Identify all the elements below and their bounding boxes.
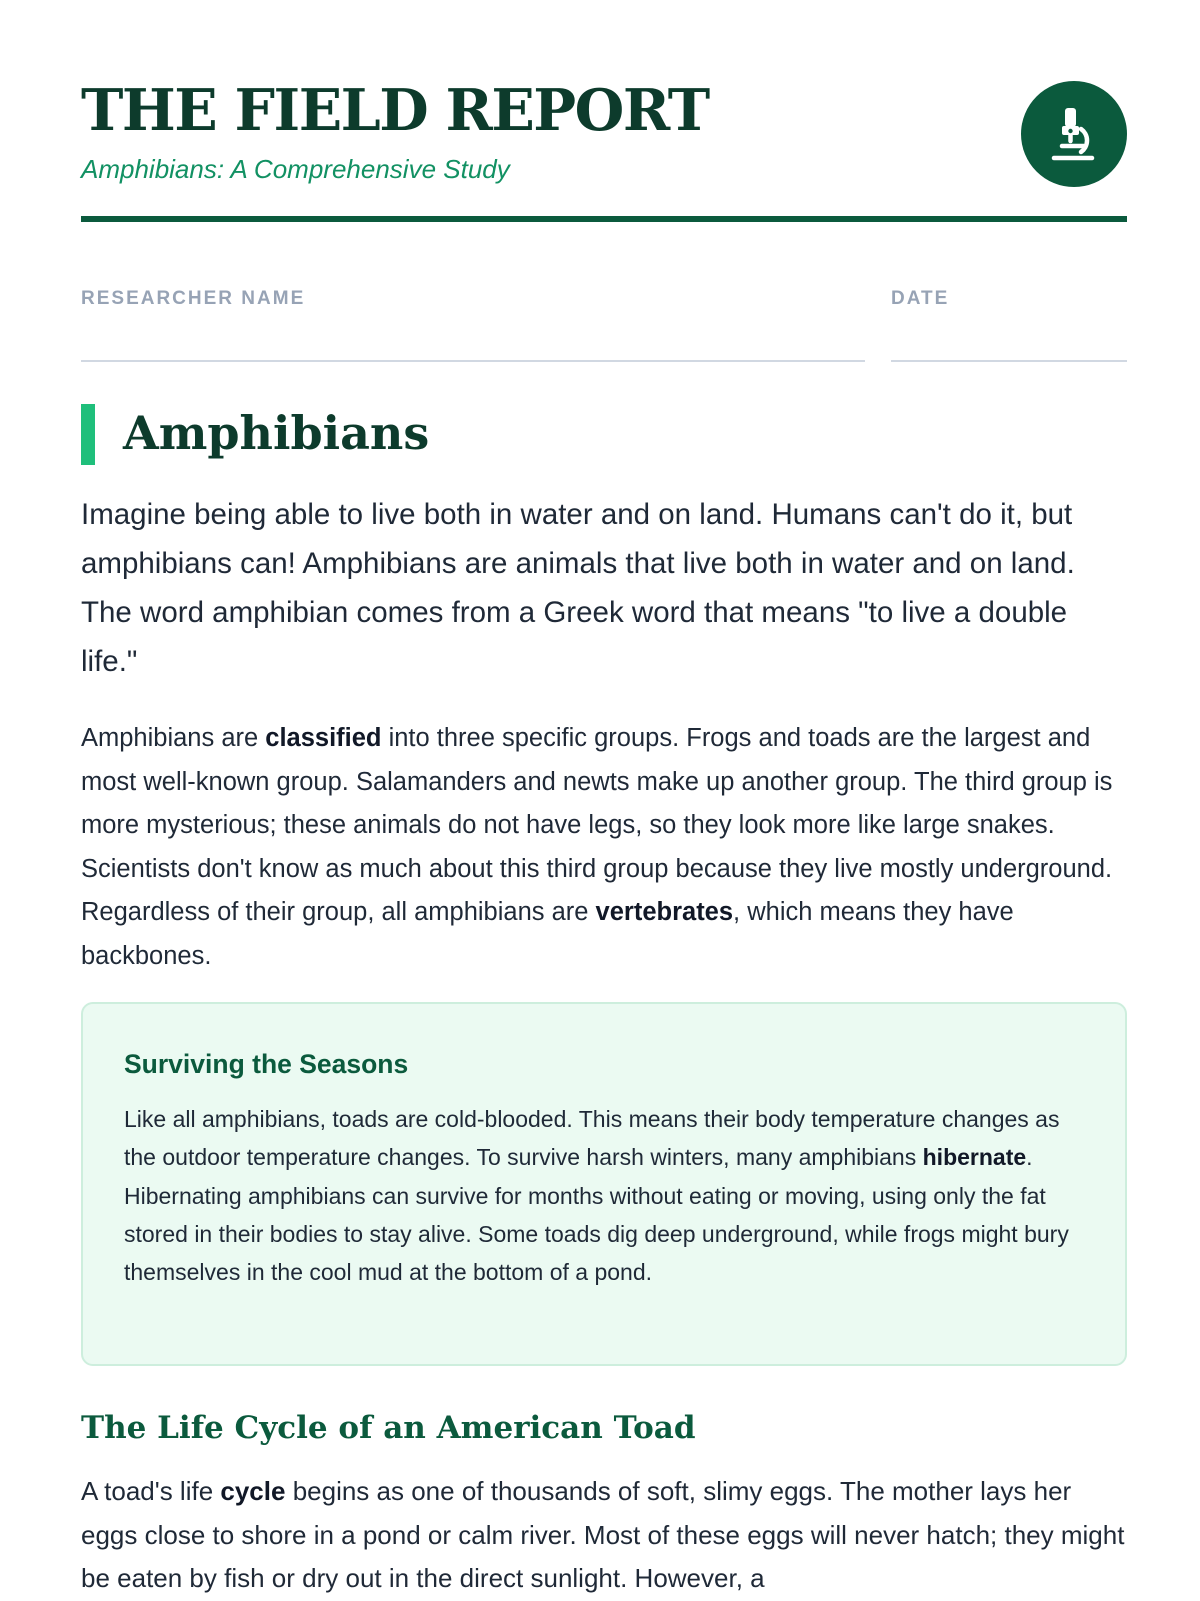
callout-title: Surviving the Seasons bbox=[124, 1049, 409, 1079]
term-cycle: cycle bbox=[220, 1476, 286, 1506]
callout-text: Like all amphibians, toads are cold-blooded. This means their body temperature changes as the outdoor temperature changes. To survive harsh winters, many amphibians bbox=[124, 1106, 1060, 1171]
term-hibernate: hibernate bbox=[922, 1144, 1027, 1171]
term-vertebrates: vertebrates bbox=[595, 898, 734, 926]
heading-accent-bar bbox=[81, 404, 95, 465]
term-classified: classified bbox=[265, 724, 382, 752]
callout-text: . Hibernating amphibians can survive for months without eating or moving, using only the fat stored in their bodies to stay alive. Some toads dig deep underground, while frogs might bury themselves in the cool mud at the bottom of a pond. bbox=[124, 1144, 1069, 1286]
researcher-name-field[interactable] bbox=[81, 360, 865, 362]
section-title: Amphibians bbox=[123, 406, 430, 460]
date-label: DATE bbox=[891, 288, 950, 309]
classification-paragraph bbox=[81, 717, 1127, 978]
para-text: Amphibians are bbox=[81, 724, 266, 752]
lead-paragraph: Imagine being able to live both in water and on land. Humans can't do it, but amphibians can! Amphibians are animals that live both in water and on land. The word amphibian comes from a Greek word that means "to live a double life." bbox=[81, 498, 1075, 678]
researcher-fields bbox=[81, 222, 1127, 364]
section-heading bbox=[81, 404, 781, 466]
report-page bbox=[81, 0, 1127, 1593]
para-text: begins as one of thousands of soft, slimy eggs. The mother lays her eggs close to shore in a pond or calm river. Most of these eggs will never hatch; they might be eaten by fish or dry out in the direct sunlight. However, a bbox=[81, 1476, 1125, 1593]
seasons-callout bbox=[81, 1002, 1127, 1366]
report-subtitle: Amphibians: A Comprehensive Study bbox=[81, 154, 510, 184]
logo-badge bbox=[1021, 81, 1127, 187]
para-text: into three specific groups. Frogs and toads are the largest and most well-known group. Salamanders and newts make up another group. The third group is more mysterious; these animals do not have legs, so they look more like large snakes. Scientists don't know as much about this third group because they live mostly underground. Regardless of their group, all amphibians are bbox=[81, 724, 1113, 926]
para-text: , which means they have backbones. bbox=[81, 898, 1014, 970]
report-title: THE FIELD REPORT bbox=[81, 77, 709, 144]
date-field[interactable] bbox=[891, 360, 1127, 362]
microscope-icon bbox=[1044, 104, 1104, 164]
life-cycle-paragraph bbox=[81, 1470, 1127, 1601]
researcher-name-label: RESEARCHER NAME bbox=[81, 288, 306, 309]
masthead bbox=[81, 0, 1127, 222]
callout-body bbox=[124, 1100, 1082, 1291]
life-cycle-title: The Life Cycle of an American Toad bbox=[81, 1410, 696, 1446]
para-text: A toad's life bbox=[81, 1476, 221, 1506]
